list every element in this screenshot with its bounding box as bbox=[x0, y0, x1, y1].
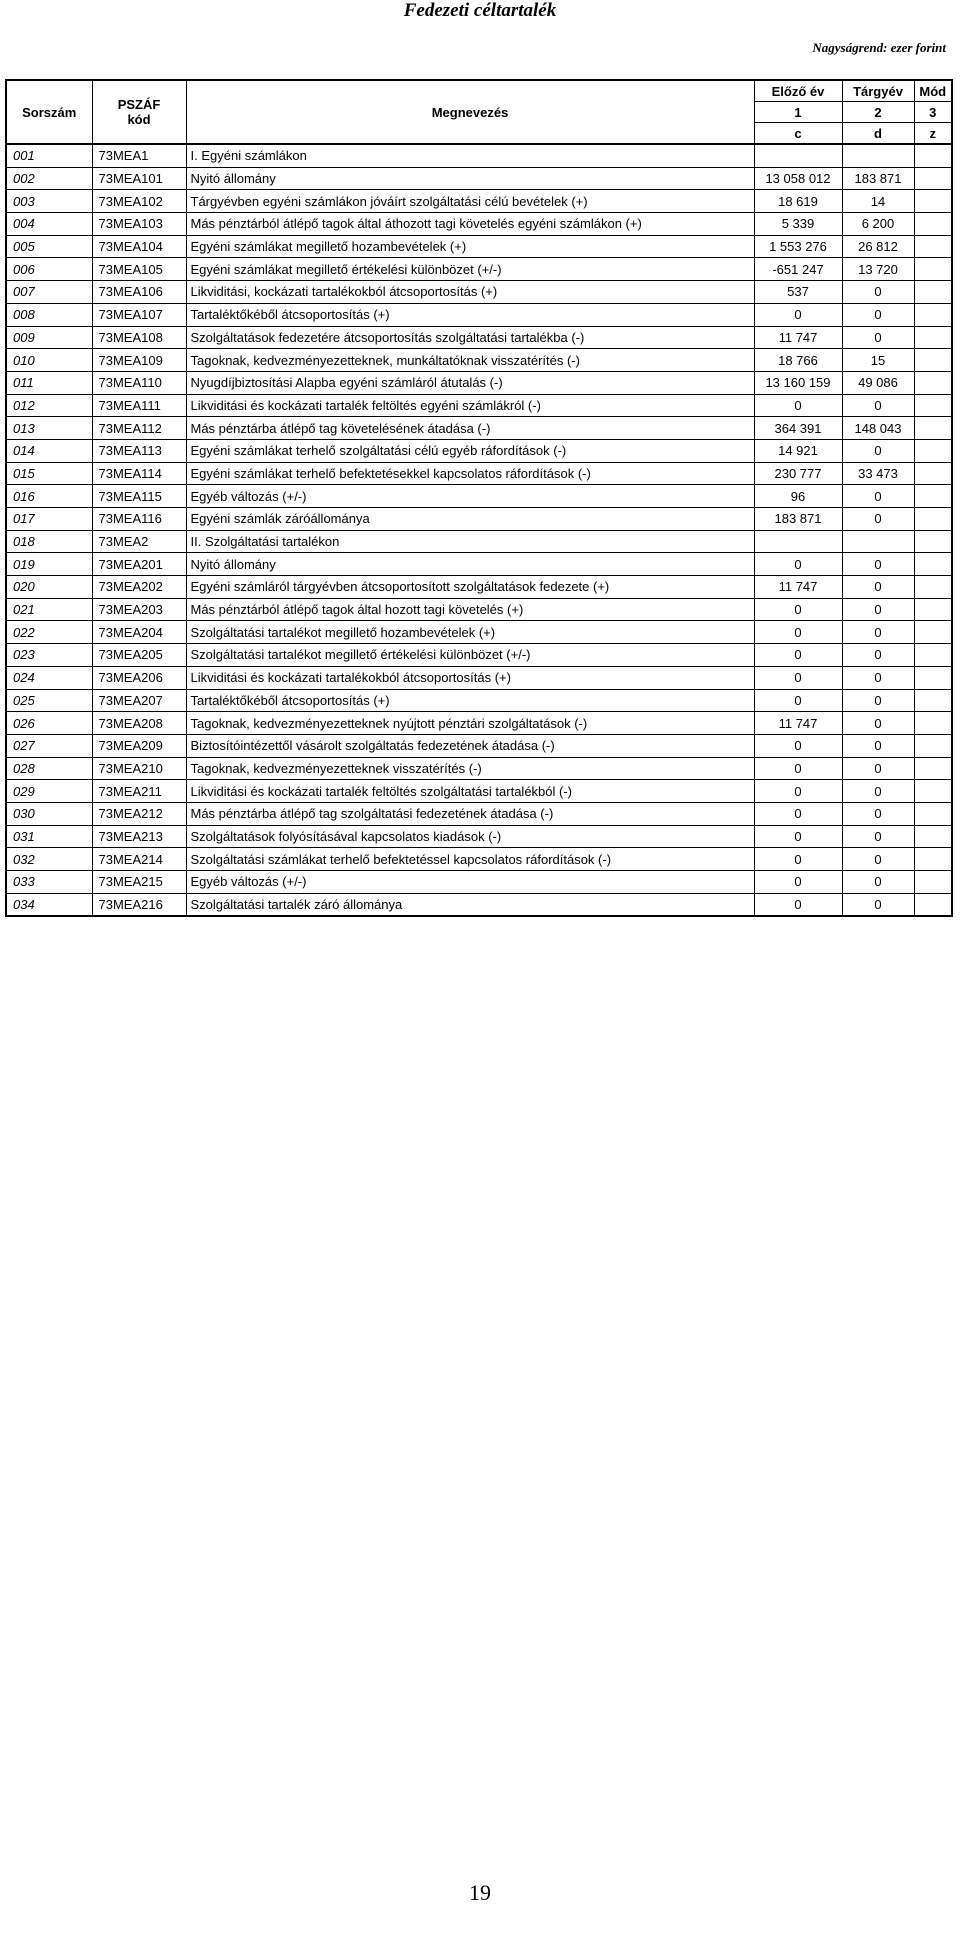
row-code: 73MEA112 bbox=[92, 417, 186, 440]
data-table bbox=[5, 79, 953, 917]
table-row bbox=[6, 576, 952, 599]
row-value-previous-year: -651 247 bbox=[754, 258, 842, 281]
table-row bbox=[6, 893, 952, 916]
row-name: Nyugdíjbiztosítási Alapba egyéni számláról átutalás (-) bbox=[186, 371, 754, 394]
table-row bbox=[6, 485, 952, 508]
row-value-mod bbox=[914, 576, 952, 599]
row-value-previous-year: 0 bbox=[754, 689, 842, 712]
row-value-previous-year: 0 bbox=[754, 553, 842, 576]
table-row bbox=[6, 508, 952, 531]
row-name: Más pénztárból átlépő tagok által hozott tagi követelés (+) bbox=[186, 598, 754, 621]
row-name: Nyitó állomány bbox=[186, 553, 754, 576]
row-value-current-year: 0 bbox=[842, 394, 914, 417]
row-name: Szolgáltatások folyósításával kapcsolatos kiadások (-) bbox=[186, 825, 754, 848]
header-col1-num: 1 bbox=[754, 102, 842, 123]
row-value-current-year: 0 bbox=[842, 757, 914, 780]
row-code: 73MEA204 bbox=[92, 621, 186, 644]
row-value-mod bbox=[914, 258, 952, 281]
row-number: 007 bbox=[6, 281, 92, 304]
row-code: 73MEA215 bbox=[92, 871, 186, 894]
header-pszaf-kod bbox=[92, 80, 186, 144]
row-value-mod bbox=[914, 394, 952, 417]
row-value-mod bbox=[914, 349, 952, 372]
table-row bbox=[6, 712, 952, 735]
table-row bbox=[6, 871, 952, 894]
row-value-previous-year: 0 bbox=[754, 871, 842, 894]
row-number: 024 bbox=[6, 666, 92, 689]
row-value-mod bbox=[914, 530, 952, 553]
table-row bbox=[6, 621, 952, 644]
row-code: 73MEA108 bbox=[92, 326, 186, 349]
row-code: 73MEA101 bbox=[92, 167, 186, 190]
row-value-mod bbox=[914, 621, 952, 644]
row-value-previous-year: 0 bbox=[754, 893, 842, 916]
row-value-mod bbox=[914, 213, 952, 236]
row-name: Likviditási és kockázati tartalékokból átcsoportosítás (+) bbox=[186, 666, 754, 689]
table-row bbox=[6, 848, 952, 871]
row-value-previous-year: 18 766 bbox=[754, 349, 842, 372]
row-code: 73MEA202 bbox=[92, 576, 186, 599]
row-value-current-year: 0 bbox=[842, 802, 914, 825]
row-code: 73MEA107 bbox=[92, 303, 186, 326]
row-value-current-year bbox=[842, 144, 914, 167]
row-value-previous-year: 0 bbox=[754, 802, 842, 825]
table-row bbox=[6, 825, 952, 848]
row-name: Egyéni számlákat terhelő befektetésekkel kapcsolatos ráfordítások (-) bbox=[186, 462, 754, 485]
row-value-current-year: 15 bbox=[842, 349, 914, 372]
table-row bbox=[6, 734, 952, 757]
row-name: Egyéb változás (+/-) bbox=[186, 871, 754, 894]
row-name: Egyéb változás (+/-) bbox=[186, 485, 754, 508]
row-code: 73MEA111 bbox=[92, 394, 186, 417]
row-number: 029 bbox=[6, 780, 92, 803]
row-name: Egyéni számlákat terhelő szolgáltatási célú egyéb ráfordítások (-) bbox=[186, 439, 754, 462]
row-value-current-year: 33 473 bbox=[842, 462, 914, 485]
row-number: 019 bbox=[6, 553, 92, 576]
row-value-previous-year: 5 339 bbox=[754, 213, 842, 236]
row-code: 73MEA116 bbox=[92, 508, 186, 531]
row-number: 002 bbox=[6, 167, 92, 190]
row-name: Nyitó állomány bbox=[186, 167, 754, 190]
table-row bbox=[6, 530, 952, 553]
row-value-current-year: 0 bbox=[842, 303, 914, 326]
table-row bbox=[6, 326, 952, 349]
row-value-mod bbox=[914, 893, 952, 916]
row-value-mod bbox=[914, 757, 952, 780]
row-value-previous-year: 0 bbox=[754, 848, 842, 871]
row-value-mod bbox=[914, 281, 952, 304]
row-value-current-year: 0 bbox=[842, 825, 914, 848]
row-number: 020 bbox=[6, 576, 92, 599]
row-code: 73MEA114 bbox=[92, 462, 186, 485]
row-code: 73MEA104 bbox=[92, 235, 186, 258]
row-code: 73MEA103 bbox=[92, 213, 186, 236]
row-name: Tárgyévben egyéni számlákon jóváírt szolgáltatási célú bevételek (+) bbox=[186, 190, 754, 213]
row-value-mod bbox=[914, 802, 952, 825]
row-code: 73MEA106 bbox=[92, 281, 186, 304]
table-row bbox=[6, 689, 952, 712]
table-row bbox=[6, 439, 952, 462]
row-value-current-year: 26 812 bbox=[842, 235, 914, 258]
row-code: 73MEA216 bbox=[92, 893, 186, 916]
table-row bbox=[6, 462, 952, 485]
row-value-current-year: 0 bbox=[842, 281, 914, 304]
row-name: Tagoknak, kedvezményezetteknek, munkáltatóknak visszatérítés (-) bbox=[186, 349, 754, 372]
row-value-current-year: 0 bbox=[842, 326, 914, 349]
row-name: Szolgáltatások fedezetére átcsoportosítás szolgáltatási tartalékba (-) bbox=[186, 326, 754, 349]
table-row bbox=[6, 371, 952, 394]
row-value-previous-year: 0 bbox=[754, 734, 842, 757]
row-value-mod bbox=[914, 439, 952, 462]
row-value-current-year: 13 720 bbox=[842, 258, 914, 281]
row-value-previous-year: 11 747 bbox=[754, 712, 842, 735]
row-value-current-year: 0 bbox=[842, 508, 914, 531]
row-code: 73MEA211 bbox=[92, 780, 186, 803]
row-value-previous-year: 364 391 bbox=[754, 417, 842, 440]
row-value-previous-year: 0 bbox=[754, 598, 842, 621]
row-value-mod bbox=[914, 144, 952, 167]
row-value-current-year: 148 043 bbox=[842, 417, 914, 440]
header-col2-label: Tárgyév bbox=[842, 80, 914, 102]
row-value-mod bbox=[914, 712, 952, 735]
table-row bbox=[6, 394, 952, 417]
row-value-previous-year: 0 bbox=[754, 394, 842, 417]
table-row bbox=[6, 190, 952, 213]
row-code: 73MEA214 bbox=[92, 848, 186, 871]
row-number: 015 bbox=[6, 462, 92, 485]
row-value-previous-year: 0 bbox=[754, 621, 842, 644]
row-value-previous-year: 183 871 bbox=[754, 508, 842, 531]
row-value-current-year: 0 bbox=[842, 712, 914, 735]
row-code: 73MEA205 bbox=[92, 644, 186, 667]
row-value-mod bbox=[914, 734, 952, 757]
header-pszaf: PSZÁF bbox=[117, 97, 161, 112]
row-value-mod bbox=[914, 167, 952, 190]
row-value-mod bbox=[914, 689, 952, 712]
row-number: 030 bbox=[6, 802, 92, 825]
table-row bbox=[6, 281, 952, 304]
row-value-current-year: 0 bbox=[842, 553, 914, 576]
row-value-mod bbox=[914, 644, 952, 667]
row-value-current-year: 0 bbox=[842, 621, 914, 644]
table-body bbox=[6, 144, 952, 916]
row-number: 023 bbox=[6, 644, 92, 667]
row-code: 73MEA113 bbox=[92, 439, 186, 462]
row-name: I. Egyéni számlákon bbox=[186, 144, 754, 167]
row-name: Tartaléktőkéből átcsoportosítás (+) bbox=[186, 689, 754, 712]
row-name: Tartaléktőkéből átcsoportosítás (+) bbox=[186, 303, 754, 326]
row-number: 003 bbox=[6, 190, 92, 213]
row-value-mod bbox=[914, 825, 952, 848]
header-col2-letter: d bbox=[842, 123, 914, 145]
table-row bbox=[6, 258, 952, 281]
row-value-previous-year: 537 bbox=[754, 281, 842, 304]
row-code: 73MEA2 bbox=[92, 530, 186, 553]
row-code: 73MEA105 bbox=[92, 258, 186, 281]
row-value-current-year: 0 bbox=[842, 439, 914, 462]
row-code: 73MEA212 bbox=[92, 802, 186, 825]
row-value-current-year: 0 bbox=[842, 485, 914, 508]
row-name: Szolgáltatási tartalék záró állománya bbox=[186, 893, 754, 916]
row-number: 014 bbox=[6, 439, 92, 462]
header-megnevezes: Megnevezés bbox=[186, 80, 754, 144]
row-value-current-year: 0 bbox=[842, 598, 914, 621]
row-code: 73MEA206 bbox=[92, 666, 186, 689]
unit-note: Nagyságrend: ezer forint bbox=[812, 40, 946, 55]
row-name: II. Szolgáltatási tartalékon bbox=[186, 530, 754, 553]
row-value-previous-year: 11 747 bbox=[754, 326, 842, 349]
header-sorszam: Sorszám bbox=[6, 80, 92, 144]
row-value-mod bbox=[914, 417, 952, 440]
row-value-mod bbox=[914, 303, 952, 326]
row-value-previous-year: 0 bbox=[754, 644, 842, 667]
page-title: Fedezeti céltartalék bbox=[403, 0, 557, 21]
row-value-previous-year: 0 bbox=[754, 757, 842, 780]
row-code: 73MEA1 bbox=[92, 144, 186, 167]
row-value-current-year: 0 bbox=[842, 666, 914, 689]
table-row bbox=[6, 598, 952, 621]
header-col3-num: 3 bbox=[914, 102, 952, 123]
row-number: 005 bbox=[6, 235, 92, 258]
header-col2-num: 2 bbox=[842, 102, 914, 123]
row-name: Szolgáltatási tartalékot megillető hozambevételek (+) bbox=[186, 621, 754, 644]
row-number: 033 bbox=[6, 871, 92, 894]
row-value-current-year bbox=[842, 530, 914, 553]
row-number: 012 bbox=[6, 394, 92, 417]
row-number: 004 bbox=[6, 213, 92, 236]
table-row bbox=[6, 553, 952, 576]
row-value-previous-year: 0 bbox=[754, 666, 842, 689]
header-kod: kód bbox=[127, 112, 151, 127]
row-value-current-year: 0 bbox=[842, 576, 914, 599]
row-value-previous-year: 0 bbox=[754, 825, 842, 848]
row-number: 010 bbox=[6, 349, 92, 372]
table-row bbox=[6, 802, 952, 825]
header-col3-label: Mód bbox=[914, 80, 952, 102]
row-value-current-year: 0 bbox=[842, 848, 914, 871]
row-number: 009 bbox=[6, 326, 92, 349]
row-value-current-year: 0 bbox=[842, 780, 914, 803]
row-number: 011 bbox=[6, 371, 92, 394]
table-row bbox=[6, 303, 952, 326]
row-value-current-year: 14 bbox=[842, 190, 914, 213]
row-name: Más pénztárból átlépő tagok által áthozott tagi követelés egyéni számlákon (+) bbox=[186, 213, 754, 236]
row-value-previous-year: 14 921 bbox=[754, 439, 842, 462]
row-name: Likviditási és kockázati tartalék feltöltés szolgáltatási tartalékból (-) bbox=[186, 780, 754, 803]
row-name: Más pénztárba átlépő tag szolgáltatási fedezetének átadása (-) bbox=[186, 802, 754, 825]
row-value-previous-year: 96 bbox=[754, 485, 842, 508]
row-value-current-year: 6 200 bbox=[842, 213, 914, 236]
table-row bbox=[6, 757, 952, 780]
row-name: Egyéni számlák záróállománya bbox=[186, 508, 754, 531]
row-value-previous-year: 13 058 012 bbox=[754, 167, 842, 190]
header-col3-letter: z bbox=[914, 123, 952, 145]
row-value-previous-year: 0 bbox=[754, 303, 842, 326]
row-number: 028 bbox=[6, 757, 92, 780]
header-col1-label: Előző év bbox=[754, 80, 842, 102]
row-code: 73MEA115 bbox=[92, 485, 186, 508]
row-code: 73MEA201 bbox=[92, 553, 186, 576]
row-value-current-year: 0 bbox=[842, 734, 914, 757]
header-col1-letter: c bbox=[754, 123, 842, 145]
table-row bbox=[6, 213, 952, 236]
row-code: 73MEA109 bbox=[92, 349, 186, 372]
row-value-previous-year: 18 619 bbox=[754, 190, 842, 213]
row-code: 73MEA207 bbox=[92, 689, 186, 712]
table-row bbox=[6, 235, 952, 258]
row-value-mod bbox=[914, 485, 952, 508]
row-number: 001 bbox=[6, 144, 92, 167]
row-code: 73MEA110 bbox=[92, 371, 186, 394]
row-code: 73MEA209 bbox=[92, 734, 186, 757]
row-value-previous-year: 13 160 159 bbox=[754, 371, 842, 394]
table-row bbox=[6, 417, 952, 440]
row-name: Más pénztárba átlépő tag követelésének átadása (-) bbox=[186, 417, 754, 440]
table-row bbox=[6, 780, 952, 803]
row-number: 025 bbox=[6, 689, 92, 712]
table-row bbox=[6, 167, 952, 190]
row-number: 022 bbox=[6, 621, 92, 644]
row-value-mod bbox=[914, 190, 952, 213]
row-value-mod bbox=[914, 371, 952, 394]
row-value-mod bbox=[914, 848, 952, 871]
row-code: 73MEA102 bbox=[92, 190, 186, 213]
table-row bbox=[6, 144, 952, 167]
row-name: Szolgáltatási tartalékot megillető értékelési különbözet (+/-) bbox=[186, 644, 754, 667]
row-value-current-year: 0 bbox=[842, 689, 914, 712]
row-value-previous-year bbox=[754, 144, 842, 167]
row-value-mod bbox=[914, 462, 952, 485]
row-name: Egyéni számlákat megillető hozambevételek (+) bbox=[186, 235, 754, 258]
row-value-previous-year: 0 bbox=[754, 780, 842, 803]
row-value-current-year: 183 871 bbox=[842, 167, 914, 190]
page-number: 19 bbox=[469, 1880, 491, 1905]
row-value-previous-year bbox=[754, 530, 842, 553]
row-name: Szolgáltatási számlákat terhelő befektetéssel kapcsolatos ráfordítások (-) bbox=[186, 848, 754, 871]
row-number: 017 bbox=[6, 508, 92, 531]
row-value-current-year: 49 086 bbox=[842, 371, 914, 394]
row-value-mod bbox=[914, 780, 952, 803]
row-number: 034 bbox=[6, 893, 92, 916]
row-value-previous-year: 11 747 bbox=[754, 576, 842, 599]
row-name: Biztosítóintézettől vásárolt szolgáltatás fedezetének átadása (-) bbox=[186, 734, 754, 757]
table-row bbox=[6, 666, 952, 689]
row-value-mod bbox=[914, 508, 952, 531]
row-number: 027 bbox=[6, 734, 92, 757]
row-code: 73MEA213 bbox=[92, 825, 186, 848]
table-row bbox=[6, 349, 952, 372]
row-number: 018 bbox=[6, 530, 92, 553]
row-value-mod bbox=[914, 235, 952, 258]
row-value-current-year: 0 bbox=[842, 644, 914, 667]
row-value-previous-year: 230 777 bbox=[754, 462, 842, 485]
row-number: 013 bbox=[6, 417, 92, 440]
table-row bbox=[6, 644, 952, 667]
row-number: 032 bbox=[6, 848, 92, 871]
row-value-mod bbox=[914, 326, 952, 349]
row-value-current-year: 0 bbox=[842, 871, 914, 894]
row-value-current-year: 0 bbox=[842, 893, 914, 916]
row-value-mod bbox=[914, 871, 952, 894]
row-name: Tagoknak, kedvezményezetteknek visszatérítés (-) bbox=[186, 757, 754, 780]
row-name: Tagoknak, kedvezményezetteknek nyújtott pénztári szolgáltatások (-) bbox=[186, 712, 754, 735]
row-name: Egyéni számláról tárgyévben átcsoportosított szolgáltatások fedezete (+) bbox=[186, 576, 754, 599]
row-code: 73MEA203 bbox=[92, 598, 186, 621]
row-value-previous-year: 1 553 276 bbox=[754, 235, 842, 258]
row-number: 016 bbox=[6, 485, 92, 508]
row-value-mod bbox=[914, 598, 952, 621]
row-name: Likviditási és kockázati tartalék feltöltés egyéni számlákról (-) bbox=[186, 394, 754, 417]
row-number: 008 bbox=[6, 303, 92, 326]
row-code: 73MEA210 bbox=[92, 757, 186, 780]
row-name: Likviditási, kockázati tartalékokból átcsoportosítás (+) bbox=[186, 281, 754, 304]
row-name: Egyéni számlákat megillető értékelési különbözet (+/-) bbox=[186, 258, 754, 281]
row-number: 026 bbox=[6, 712, 92, 735]
row-number: 031 bbox=[6, 825, 92, 848]
row-code: 73MEA208 bbox=[92, 712, 186, 735]
row-value-mod bbox=[914, 666, 952, 689]
row-number: 021 bbox=[6, 598, 92, 621]
row-number: 006 bbox=[6, 258, 92, 281]
row-value-mod bbox=[914, 553, 952, 576]
